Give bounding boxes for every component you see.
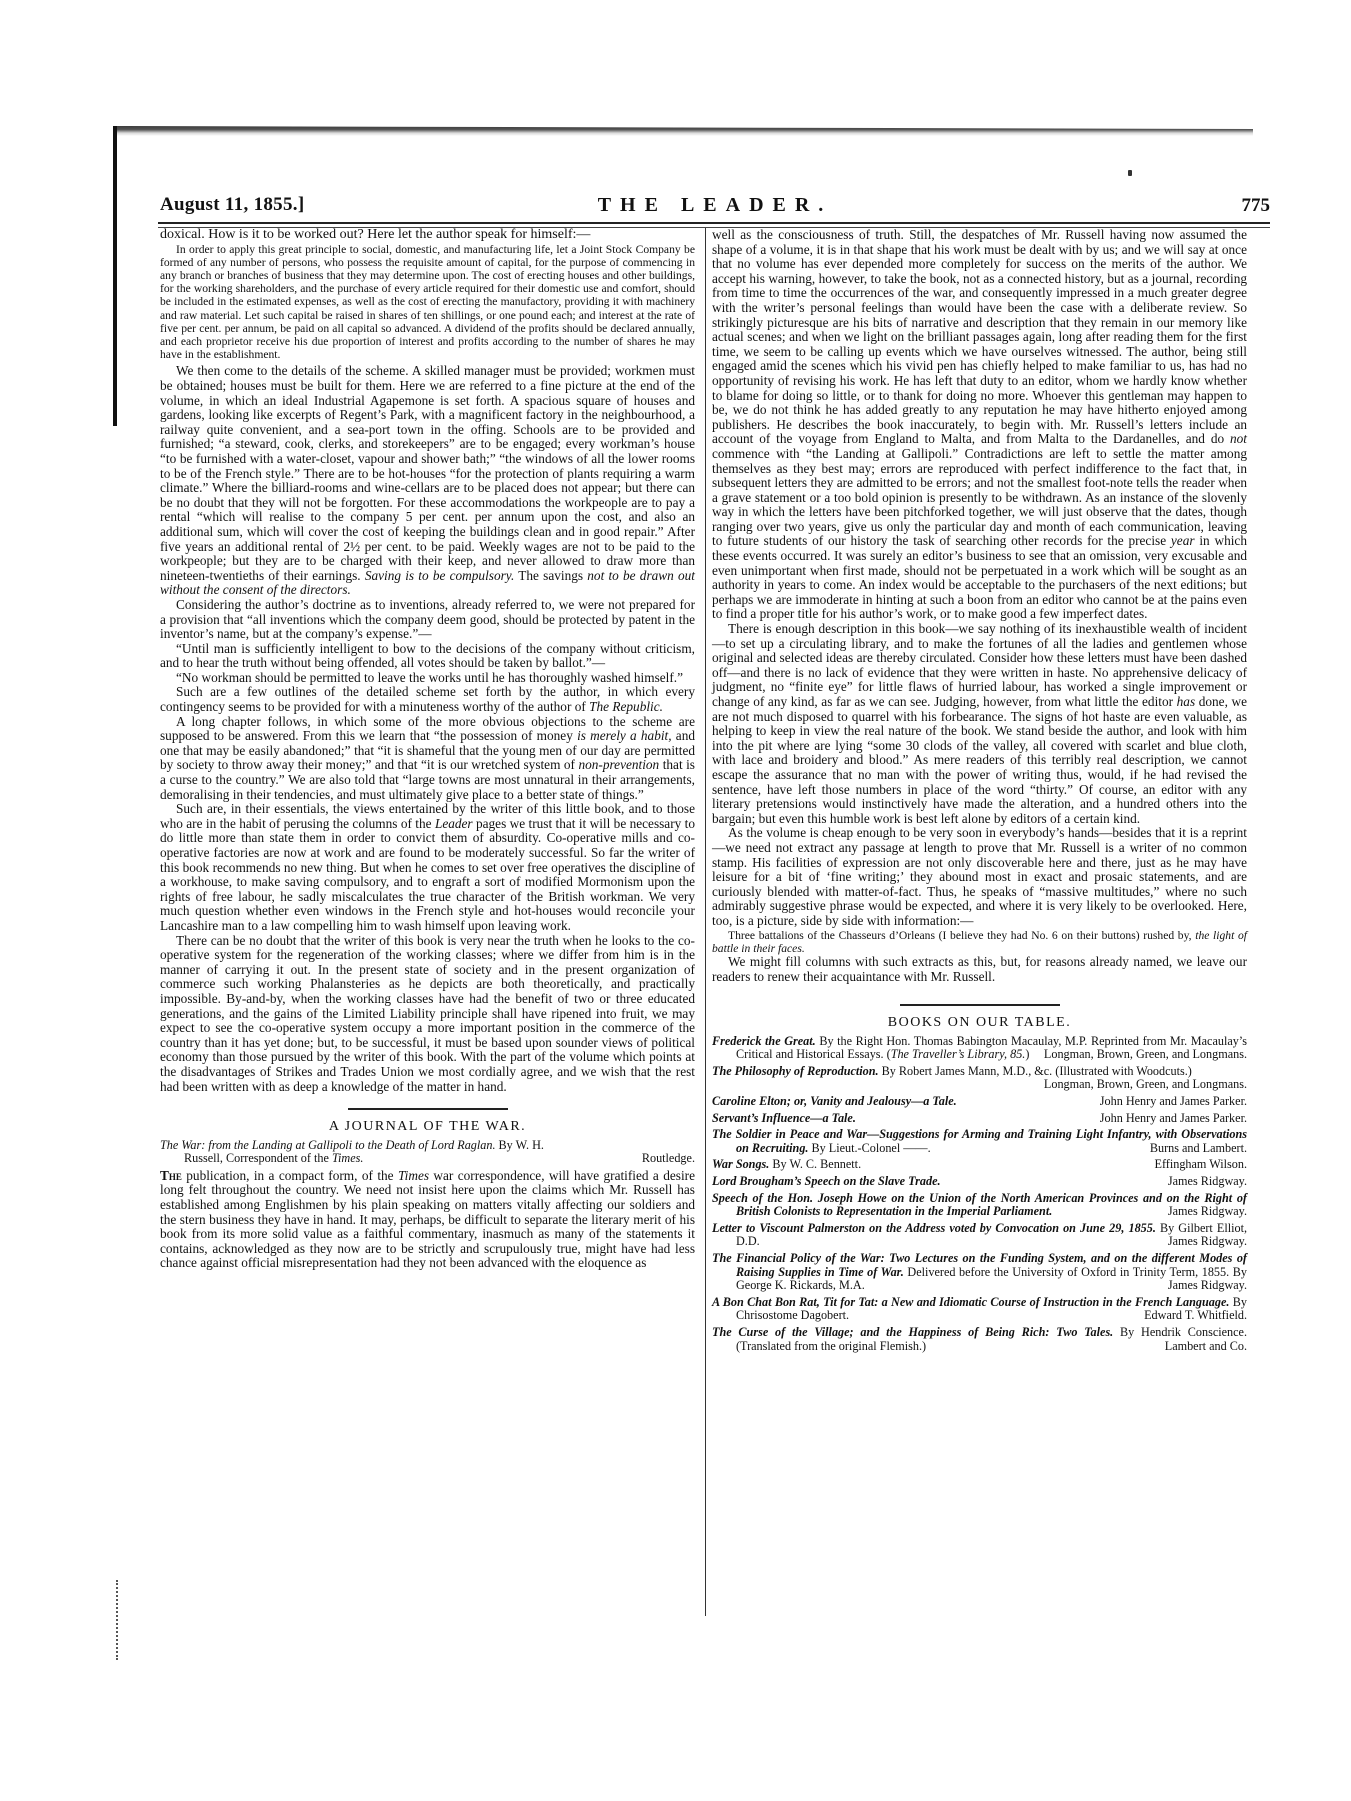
russell-extract: Three battalions of the Chasseurs d’Orleans (I believe they had No. 6 on their buttons) rushed by, the light of battle in their faces.	[712, 928, 1247, 955]
book-details: By Robert James Mann, M.D., &c. (Illustrated with Woodcuts.)	[878, 1063, 1192, 1078]
book-details: By W. C. Bennett.	[769, 1157, 862, 1172]
book-entry	[712, 1112, 1247, 1126]
article-paragraph: A long chapter follows, in which some of the more obvious objections to the scheme are supposed to be answered. From this we learn that “the possession of money is merely a habit, and one that may be easily abandoned;” that “it is shameful that the young men of our day are permitted by society to throw away their money;” and that “it is our wretched system of non-prevention that is a curse to the country.” We are also told that “large towns are most unnatural in their arrangements, demoralising in their tendencies, and must ultimately give place to a better state of things.”	[160, 713, 695, 802]
publisher: Routledge.	[641, 1151, 695, 1166]
intro-paragraph: doxical. How is it to be worked out? Here let the author speak for himself:—	[160, 227, 591, 242]
book-details: By the Right Hon. Thomas Babington Macaulay, M.P. Reprinted from Mr. Macaulay’s Critical and Historical Essays. (	[736, 1033, 1247, 1062]
article-paragraph: Such are a few outlines of the detailed scheme set forth by the author, in which every contingency seems to be provided for with a minuteness worthy of the author of The Republic.	[160, 684, 695, 715]
review-paragraph: There is enough description in this book—we say nothing of its inexhaustible wealth of incident—to set up a circulating library, and to make the fortunes of all the ladies and gentlemen whose original and selected ideas are thereby circulated. Consider how these letters must have been dashed off—and there is no lack of evidence that they were written in haste. No apprehensive delicacy of judgment, no “finite eye” for little flaws of hurried labour, has worked a single improvement or change of any kind, as far as we can see. Judging, however, from what little the editor has done, we are not much disposed to quarrel with his forbearance. The signs of hot haste are even valuable, as helping to keep in view the real nature of the book. We stand beside the author, and look with him into the pit where are lying “some 30 clods of the valley, all covered with scarlet and blue cloth, with lace and broidery and blood.” As mere readers of this terribly real description, we cannot escape the assurance that no man with the power of writing thus, would, if he had revised the sentence, have left those numbers in place of the word “thirty.” Of course, an editor with any literary pretensions would instinctively have made the alteration, and a hundred others into the bargain; but even this humble work is best left alone by editors of a certain kind.	[712, 621, 1248, 826]
book-publisher: James Ridgway.	[1167, 1278, 1247, 1293]
book-entry	[712, 1192, 1247, 1219]
book-publisher: Longman, Brown, Green, and Longmans.	[1043, 1047, 1247, 1062]
page-header	[160, 194, 1270, 218]
book-publisher: Edward T. Whitfield.	[1144, 1308, 1247, 1323]
page-number: 775	[1241, 195, 1270, 216]
book-title: The War: from the Landing at Gallipoli to the Death of Lord Raglan.	[160, 1137, 496, 1152]
scan-edge-artifact	[113, 126, 1253, 136]
review-citation: The War: from the Landing at Gallipoli to the Death of Lord Raglan. By W. H. Russell, Correspondent of the Times. Routledge.	[160, 1137, 695, 1166]
book-publisher: John Henry and James Parker.	[1099, 1110, 1247, 1125]
right-column	[712, 228, 1247, 1356]
book-details: By Gilbert Elliot, D.D.	[736, 1220, 1248, 1249]
book-entry	[712, 1252, 1247, 1293]
book-publisher: Lambert and Co.	[1164, 1338, 1247, 1353]
scan-edge-left-artifact	[113, 126, 117, 426]
section-divider	[900, 1004, 1060, 1006]
book-entry: Frederick the Great. By the Right Hon. Thomas Babington Macaulay, M.P. Reprinted from Mr. Macaulay’s Critical and Historical Essays. (The Traveller’s Library, 85.) Longman, Brown, Green, and Longmans.	[712, 1033, 1247, 1062]
article-paragraph: Considering the author’s doctrine as to inventions, already referred to, we were not prepared for a provision that “all inventions which the company deem good, should be protected by patent in the inventor’s name, but at the company’s expense.”—	[160, 596, 695, 642]
section-title-books: BOOKS ON OUR TABLE.	[887, 1015, 1072, 1031]
issue-date: August 11, 1855.]	[160, 194, 305, 215]
book-title: Caroline Elton; or, Vanity and Jealousy—a Tale.	[712, 1094, 957, 1109]
book-title: Servant’s Influence—a Tale.	[712, 1110, 856, 1125]
book-title: Speech of the Hon. Joseph Howe on the Union of the North American Provinces and on the Right of British Colonists to Representation in the Imperial Parliament.	[712, 1190, 1247, 1219]
book-publisher: James Ridgway.	[1167, 1174, 1247, 1189]
review-continuation: well as the consciousness of truth. Still, the despatches of Mr. Russell having now assumed the shape of a volume, it is in that shape that his work must be dealt with by us; and we will say at once that no volume has ever depended more completely for success on the merits of the author. We accept his warning, however, to take the book, not as a connected history, but as a journal, recording from time to time the occurrences of the war, and consequently impressed in a much greater degree with the writer’s personal feelings than would have been the case with a deliberate review. So strikingly picturesque are his bits of narrative and description that they remain in our memory like actual scenes; and when we light on the brilliant passages again, long after reading them for the first time, we seem to be calling up events which we have ourselves witnessed. The author, being still engaged amid the scenes which his vivid pen has chiefly helped to make familiar to us, has had no opportunity of revising his work. He has left that duty to an editor, whom we hardly know whether to blame for doing so little, or to thank for doing no more. Whoever this gentleman may happen to be, we do not think he has added greatly to any reputation he may have hitherto enjoyed among publishers. He describes the book inaccurately, to begin with. Mr. Russell’s letters include an account of the voyage from England to Malta, and from Malta to the Dardanelles, and do not commence with “the Landing at Gallipoli.” Contradictions are left to settle the matter among themselves as they best may; errors are reproduced with perfect indifference to the fact that, in subsequent letters they are admitted to be errors; and not the smallest foot-note tells the reader when a grave statement or a too bold opinion is presently to be withdrawn. As an instance of the slovenly way in which the letters have been pitchforked together, we will just observe that the dates, though ranging over two years, give us only the particular day and month of each communication, leaving to future students of our history the task of searching other records for the precise year in which these events occurred. It was surely an editor’s business to see that an omission, very excusable and even unimportant when first made, should not be perpetuated in a work which will be sought as an authority in years to come. An index would be acceptable to the purchasers of the next editions; but perhaps we are immoderate in hinting at such a boon from an editor who cannot be at the pains even to find a proper title for his author’s work, or to make good a few imperfect dates.	[712, 227, 1247, 622]
book-title: Letter to Viscount Palmerston on the Address voted by Convocation on June 29, 1855.	[712, 1220, 1156, 1235]
article-paragraph: There can be no doubt that the writer of this book is very near the truth when he looks to the co-operative system for the regeneration of the working classes; where we differ from him is in the manner of carrying it out. In the present state of society and in the present organization of commerce such working Phalansteries as he depicts are both theoretically, and practically impossible. By-and-by, when the working classes have had the benefit of two or three educated generations, and the gains of the Limited Liability principle shall have ripened into fruit, we may expect to see the co-operative system occupy a more important position in the commerce of the country than it has yet done; but, to be successful, it must be based upon sounder views of political economy than those pursued by the writer of this book. With the part of the volume which points at the disadvantages of Strikes and Trades Union we most cordially agree, and we wish that the rest had been written with as deep a knowledge of the matter in hand.	[160, 932, 695, 1094]
left-column	[160, 228, 695, 1271]
quote-paragraph: “No workman should be permitted to leave the works until he has thoroughly washed himself.”	[176, 669, 684, 685]
book-title: The Soldier in Peace and War—Suggestions for Arming and Training Light Infantry, with Observations on Recruiting.	[712, 1127, 1247, 1155]
newspaper-title: THE LEADER.	[597, 194, 833, 216]
book-entry	[712, 1065, 1247, 1092]
review-paragraph: As the volume is cheap enough to be very soon in everybody’s hands—besides that it is a reprint—we need not extract any passage at length to prove that Mr. Russell is a writer of no common stamp. His facilities of expression are not only discoverable here and there, just as he may have leisure for a bit of ‘fine writing;’ they abound most in exact and prosaic statements, and are curiously blended with matter-of-fact. Thus, he speaks of “massive multitudes,” where no such admirably suggestive phrase would be expected, and where it is very likely to be overlooked. Here, too, is a picture, side by side with information:—	[712, 825, 1247, 928]
italic-text: Saving is to be compulsory.	[364, 567, 515, 583]
author-extract	[160, 243, 695, 362]
book-entry	[712, 1128, 1247, 1155]
book-title: The Financial Policy of the War: Two Lectures on the Funding System, and on the different Modes of Raising Supplies in Time of War.	[712, 1251, 1247, 1279]
review-paragraph: The publication, in a compact form, of the Times war correspondence, will have gratified a desire long felt throughout the country. We need not insist here upon the claims which Mr. Russell has established among Englishmen by his plain speaking on matters vitally affecting our soldiers and the stern business they have in hand. It may, perhaps, be difficult to separate the literary merit of his book from its more solid value as a faithful commentary, inasmuch as many of the statements it contains, acknowledged as they now are to be strictly and scrupulously true, might have had less chance against official misrepresentation had they not been advanced with the eloquence as	[160, 1167, 695, 1271]
book-title: A Bon Chat Bon Rat, Tit for Tat: a New and Idiomatic Course of Instruction in the French Language.	[712, 1294, 1230, 1309]
book-title: Frederick the Great.	[712, 1033, 816, 1048]
book-title: War Songs.	[712, 1157, 770, 1172]
quote-paragraph: “Until man is sufficiently intelligent to bow to the decisions of the company without criticism, and to hear the truth without being offended, all votes should be taken by ballot.”—	[160, 640, 695, 671]
book-title: The Curse of the Village; and the Happiness of Being Rich: Two Tales.	[712, 1324, 1114, 1339]
article-paragraph: We then come to the details of the scheme. A skilled manager must be provided; workmen must be obtained; houses must be built for them. Here we are referred to a fine picture at the end of the volume, in which an ideal Industrial Agapemone is set forth. A spacious square of houses and gardens, looking like excerpts of Regent’s Park, with a magnificent factory in the neighbourhood, a railway quite convenient, and a sea-port town in the offing. Schools are to be provided and furnished; “a steward, cook, clerks, and storekeepers” are to be engaged; every workman’s house “to be furnished with a water-closet, vapour and shower bath;” “the windows of all the lower rooms to be of the French style.” There are to be hot-houses “for the protection of plants requiring a warm climate.” Where the billiard-rooms and wine-cellars are to be placed does not appear; but there can be no doubt that they will not be forgotten. For these accommodations the workpeople are to pay a rental “which will realise to the company 5 per cent. per annum upon the cost, and also an additional sum, which will cover the cost of keeping the buildings clean and in good repair.” After five years an additional rental of 2½ per cent. to be paid. Weekly wages are not to be paid to the workpeople; but they are to be charged with their keep, and never allowed to draw more than nineteen-twentieths of their earnings. Saving is to be compulsory. The savings not to be drawn out without the consent of the directors.	[160, 363, 695, 598]
book-title: The Philosophy of Reproduction.	[712, 1063, 879, 1078]
section-title-journal: A JOURNAL OF THE WAR.	[328, 1119, 527, 1135]
book-publisher: Burns and Lambert.	[1149, 1140, 1247, 1155]
article-paragraph: Such are, in their essentials, the views entertained by the writer of this little book, and to those who are in the habit of perusing the columns of the Leader pages we trust that it will be necessary to do little more than state them in order to convict them of absurdity. Co-operative mills and co-operative factories are now at work and are found to be moderately successful. So far the writer of this book recommends no new thing. But when he comes to set over free operatives the discipline of a workhouse, to make saving compulsory, and to engraft a sort of modified Mormonism upon the rights of free labour, he sadly miscalculates the true character of the British workman. We very much question whether even windows in the French style and hot-houses would reconcile your Lancashire man to a law compelling him to wash himself upon leaving work.	[160, 801, 695, 933]
book-entry	[712, 1158, 1247, 1172]
scan-edge-left-dotted-artifact	[116, 1580, 120, 1660]
book-details: By Lieut.-Colonel ——.	[808, 1140, 931, 1155]
column-divider	[705, 228, 706, 1616]
book-details: Delivered before the University of Oxford in Trinity Term, 1855. By George K. Rickards, M.A.	[736, 1264, 1247, 1293]
book-entry	[712, 1296, 1247, 1323]
book-entry	[712, 1095, 1247, 1109]
section-divider	[348, 1108, 508, 1110]
book-series: The Traveller’s Library, 85.	[890, 1047, 1026, 1062]
extract-paragraph: In order to apply this great principle to social, domestic, and manufacturing life, let a Joint Stock Company be formed of any number of persons, who possess the requisite amount of capital, for the purpose of commencing in any branch or branches of business that they may determine upon. The cost of erecting houses and other buildings, for the working shareholders, and the purchase of every article required for their domestic use and comfort, should be included in the estimated expenses, as well as the cost of erecting the manufactory, providing it with machinery and raw material. Let such capital be raised in shares of ten shillings, or one pound each; and interest at the rate of five per cent. per annum, be paid on all capital so advanced. A dividend of the profits should be declared annually, and each proprietor receive his due proportion of interest and profits according to the number of shares he may have in the establishment.	[160, 242, 695, 362]
book-publisher: John Henry and James Parker.	[1099, 1094, 1247, 1109]
book-entry	[712, 1326, 1247, 1353]
book-publisher: James Ridgway.	[1167, 1234, 1247, 1249]
book-publisher: Longman, Brown, Green, and Longmans.	[1043, 1077, 1247, 1092]
review-paragraph: We might fill columns with such extracts as this, but, for reasons already named, we leave our readers to renew their acquaintance with Mr. Russell.	[712, 953, 1247, 984]
book-entry	[712, 1222, 1247, 1249]
book-reference: The Republic.	[589, 699, 663, 715]
book-entry	[712, 1175, 1247, 1189]
book-details: By Chrisostome Dagobert.	[736, 1294, 1247, 1323]
scan-speck	[1128, 170, 1132, 176]
book-publisher: Effingham Wilson.	[1154, 1157, 1247, 1172]
italic-text: not to be drawn out without the consent of the directors.	[160, 567, 695, 598]
book-title: Lord Brougham’s Speech on the Slave Trade.	[712, 1174, 941, 1189]
book-details: By Hendrik Conscience. (Translated from the original Flemish.)	[736, 1324, 1247, 1353]
book-publisher: James Ridgway.	[1167, 1204, 1247, 1219]
books-list	[712, 1035, 1247, 1353]
